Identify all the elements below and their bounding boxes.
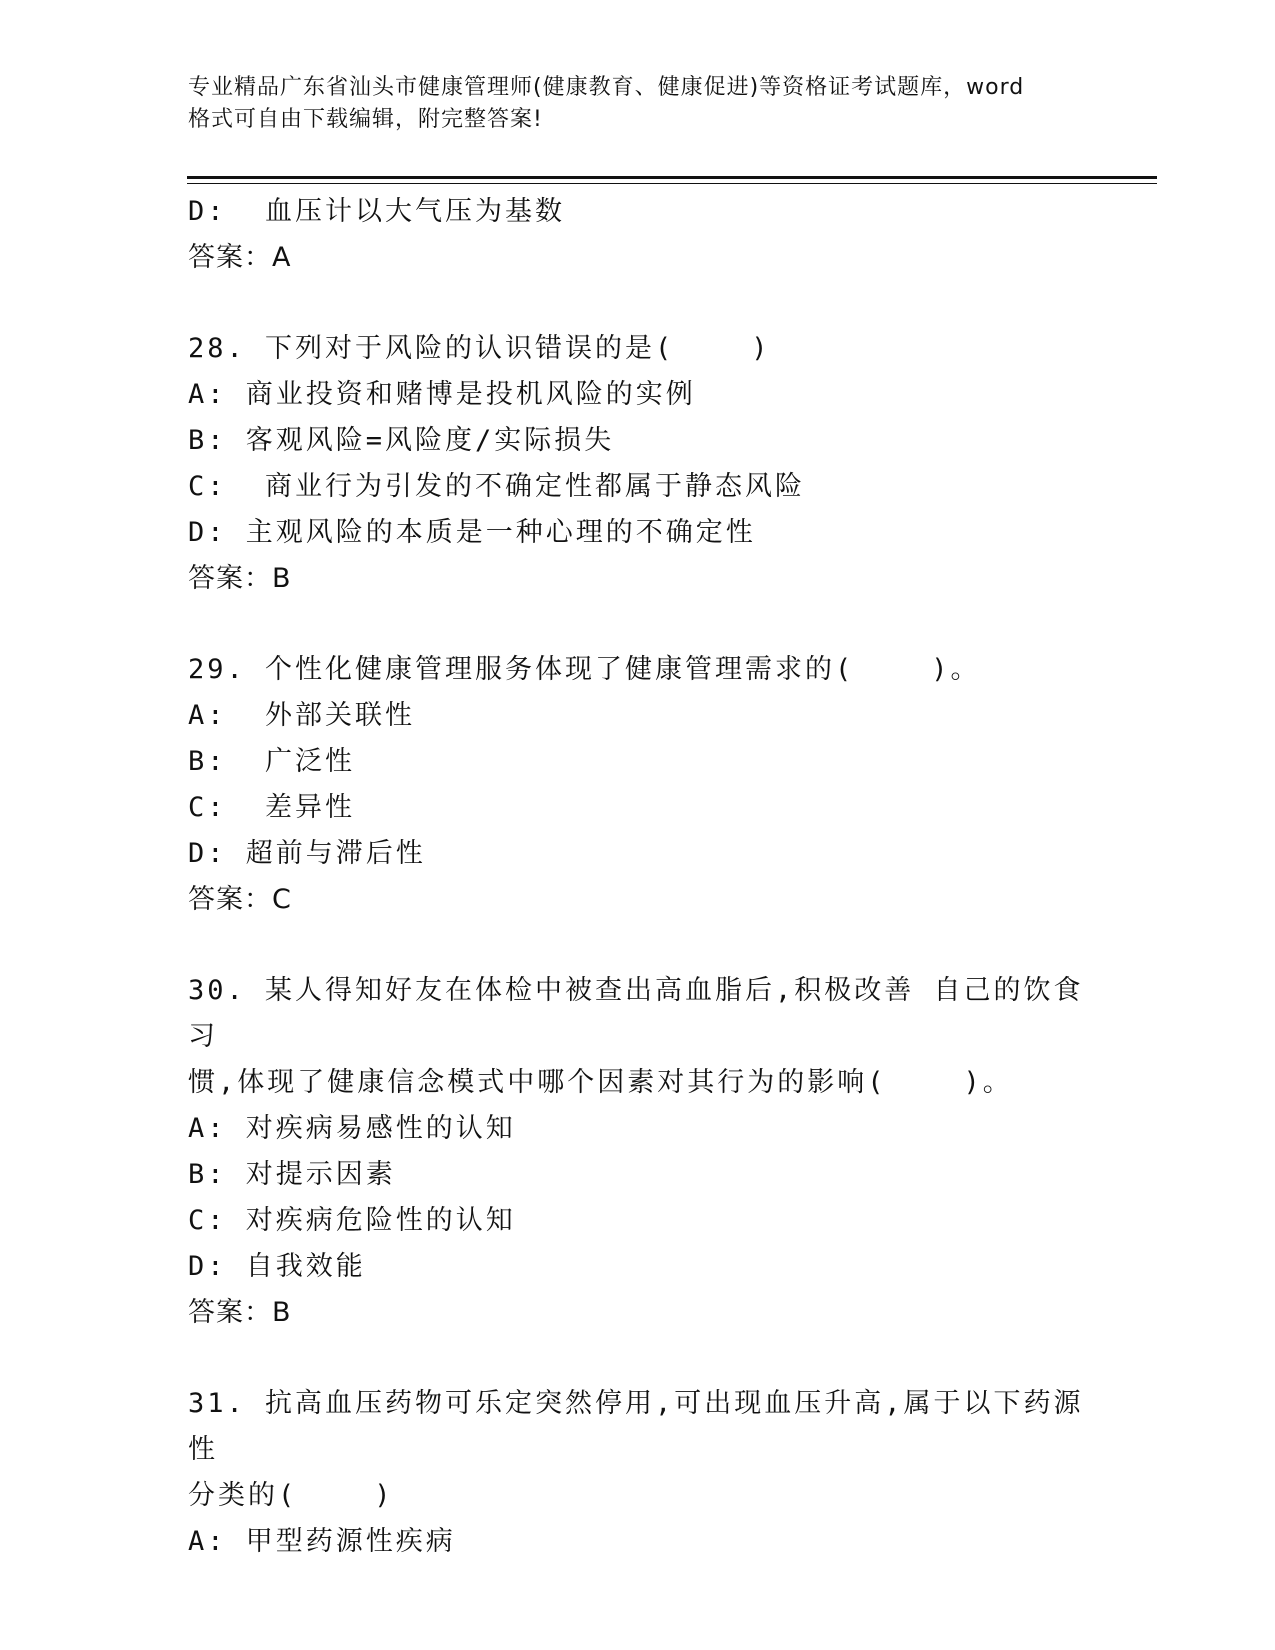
question-30 xyxy=(188,968,1088,1336)
document-header xyxy=(188,72,1088,136)
previous-question-tail xyxy=(188,189,1088,281)
spacer xyxy=(188,923,1088,968)
spacer xyxy=(188,281,1088,326)
option-c: C: 差异性 xyxy=(188,792,356,823)
header-divider-thin xyxy=(187,183,1157,184)
option-d: D: 血压计以大气压为基数 xyxy=(188,196,566,227)
option-d: D: 主观风险的本质是一种心理的不确定性 xyxy=(188,517,756,548)
spacer xyxy=(188,602,1088,647)
option-a: A: 商业投资和赌博是投机风险的实例 xyxy=(188,379,696,410)
question-stem: 28. 下列对于风险的认识错误的是( ) xyxy=(188,333,771,364)
question-stem-line-1: 30. 某人得知好友在体检中被查出高血脂后,积极改善 自己的饮食习 xyxy=(188,975,1084,1052)
question-content xyxy=(188,189,1088,1565)
option-b: B: 客观风险=风险度/实际损失 xyxy=(188,425,615,456)
question-29 xyxy=(188,647,1088,923)
question-stem-line-2: 分类的( ) xyxy=(188,1480,394,1511)
header-line-2: 格式可自由下载编辑，附完整答案! xyxy=(188,107,543,132)
question-stem-line-1: 31. 抗高血压药物可乐定突然停用,可出现血压升高,属于以下药源性 xyxy=(188,1388,1084,1465)
option-b: B: 对提示因素 xyxy=(188,1159,396,1190)
option-d: D: 超前与滞后性 xyxy=(188,838,426,869)
answer-line: 答案：B xyxy=(188,1297,292,1328)
header-divider-thick xyxy=(187,176,1157,179)
option-a: A: 对疾病易感性的认知 xyxy=(188,1113,516,1144)
answer-line: 答案：A xyxy=(188,242,292,273)
answer-line: 答案：C xyxy=(188,884,292,915)
option-d: D: 自我效能 xyxy=(188,1251,366,1282)
question-stem-line-2: 惯,体现了健康信念模式中哪个因素对其行为的影响( )。 xyxy=(188,1067,1013,1098)
question-stem: 29. 个性化健康管理服务体现了健康管理需求的( )。 xyxy=(188,654,981,685)
option-c: C: 对疾病危险性的认知 xyxy=(188,1205,516,1236)
header-line-1: 专业精品广东省汕头市健康管理师(健康教育、健康促进)等资格证考试题库，word xyxy=(188,75,1025,100)
option-b: B: 广泛性 xyxy=(188,746,356,777)
answer-line: 答案：B xyxy=(188,563,292,594)
spacer xyxy=(188,1336,1088,1381)
option-a: A: 甲型药源性疾病 xyxy=(188,1526,456,1557)
question-28 xyxy=(188,326,1088,602)
option-c: C: 商业行为引发的不确定性都属于静态风险 xyxy=(188,471,806,502)
option-a: A: 外部关联性 xyxy=(188,700,416,731)
question-31 xyxy=(188,1381,1088,1565)
